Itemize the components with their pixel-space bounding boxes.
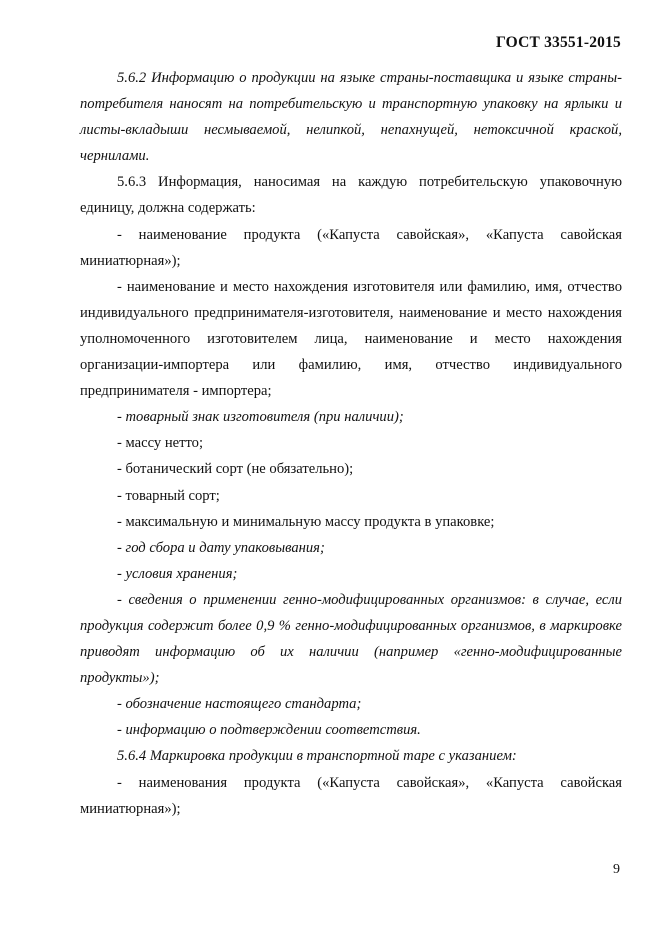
list-item-gmo-info: - сведения о применении генно-модифицированных организмов: в случае, если продукция содержит более 0,9 % генно-модифицированных организмов, в маркировке приводят информацию об их наличии (например «генно-модифицированные продукты»); xyxy=(80,591,622,687)
paragraph-5-6-3: 5.6.3 Информация, наносимая на каждую потребительскую упаковочную единицу, должна содержать: xyxy=(80,174,622,217)
document-body xyxy=(80,65,622,822)
list-item-storage-conditions: - условия хранения; xyxy=(117,565,238,582)
standard-designation: ГОСТ 33551-2015 xyxy=(495,34,621,51)
page-number: 9 xyxy=(613,862,620,877)
list-item-harvest-pack-date: - год сбора и дату упаковывания; xyxy=(117,539,325,556)
paragraph-5-6-2: 5.6.2 Информацию о продукции на языке страны-поставщика и языке страны-потребителя наносят на потребительскую и транспортную упаковку на ярлыки и листы-вкладыши несмываемой, нелипкой, непахнущей, нетоксичной краской, чернилами. xyxy=(80,70,622,165)
list-item-manufacturer: - наименование и место нахождения изготовителя или фамилию, имя, отчество индивидуального предпринимателя-изготовителя, наименование и место нахождения уполномоченного изготовителем лица, наименование и место нахождения организации-импортера или фамилию, имя, отчество индивидуального предпринимателя - импортера; xyxy=(80,278,622,400)
list-item-trademark: - товарный знак изготовителя (при наличии); xyxy=(117,409,404,426)
list-item-net-mass: - массу нетто; xyxy=(117,435,204,452)
list-item-transport-product-name: - наименования продукта («Капуста савойская», «Капуста савойская миниатюрная»); xyxy=(80,774,622,817)
list-item-min-max-mass: - максимальную и минимальную массу продукта в упаковке; xyxy=(117,513,495,530)
list-item-standard-designation: - обозначение настоящего стандарта; xyxy=(117,696,362,713)
paragraph-5-6-4: 5.6.4 Маркировка продукции в транспортной таре с указанием: xyxy=(117,748,517,765)
list-item-botanical-variety: - ботанический сорт (не обязательно); xyxy=(117,461,354,478)
list-item-commercial-grade: - товарный сорт; xyxy=(117,487,220,504)
list-item-product-name: - наименование продукта («Капуста савойская», «Капуста савойская миниатюрная»); xyxy=(80,226,622,269)
list-item-conformity: - информацию о подтверждении соответствия. xyxy=(117,722,421,739)
